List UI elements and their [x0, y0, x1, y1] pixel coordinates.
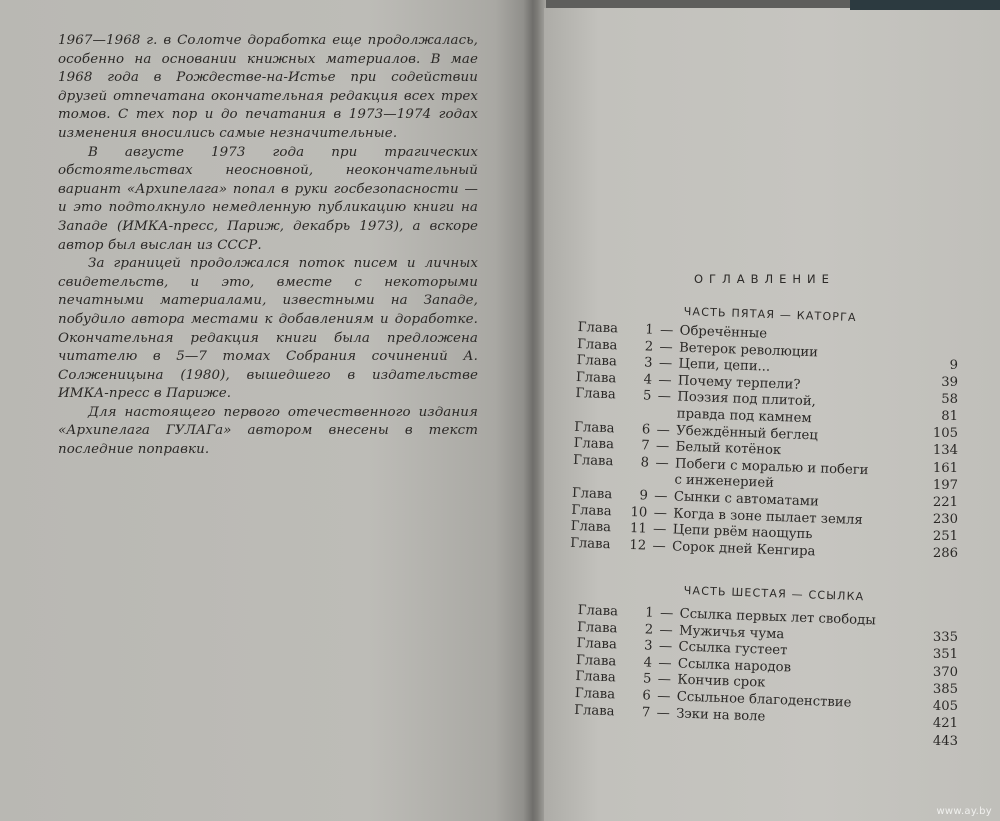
chapter-label	[572, 480, 626, 482]
chapter-title: Ссылка густеет	[678, 639, 788, 659]
page-number: 370	[932, 664, 958, 680]
chapter-label: Глава	[574, 702, 615, 719]
chapter-dash: —	[655, 455, 669, 471]
chapter-dash: —	[658, 639, 673, 655]
background-corner	[850, 0, 1000, 10]
chapter-label: Глава	[572, 452, 614, 470]
page-number: 251	[932, 528, 958, 544]
part-five-chapter-list	[570, 320, 878, 563]
chapter-title: Кончив срок	[677, 672, 766, 691]
chapter-number: 5	[642, 671, 652, 687]
part-five-title: ЧАСТЬ ПЯТАЯ — КАТОРГА	[683, 305, 857, 325]
chapter-dash: —	[658, 372, 672, 389]
chapter-dash: —	[655, 438, 670, 455]
preface-paragraph-2: В августе 1973 года при трагических обстоятельствах неосновной, неокончательный вариант «Архипелага» попал в руки госбезопасности — и это подтолкнуло немедленную публикацию книги на Западе (ИМКА-пресс, Париж, декабрь 1973), а вскоре автор был выслан из СССР.	[58, 144, 478, 253]
part-six-page-numbers	[910, 630, 958, 751]
page-number: 421	[932, 716, 958, 732]
chapter-number: 6	[642, 688, 652, 704]
chapter-title: Сынки с автоматами	[673, 489, 820, 510]
chapter-title: Ссылка первых лет свободы	[679, 606, 876, 629]
chapter-label	[575, 414, 629, 416]
chapter-number: 3	[643, 355, 653, 371]
chapter-title: Мужичья чума	[678, 623, 785, 642]
chapter-title: Сорок дней Кенгира	[671, 539, 816, 560]
page-number: 9	[949, 358, 958, 373]
chapter-number: 3	[643, 638, 653, 654]
chapter-dash: —	[652, 538, 667, 554]
chapter-number: 7	[641, 704, 651, 721]
chapter-title: Когда в зоне пылает земля	[673, 505, 863, 528]
preface-paragraph-1: 1967—1968 г. в Солотче доработка еще продолжалась, особенно на основании книжных материалов. В мае 1968 года в Рождестве-на-Истье при содействии друзей отпечатана окончательная редакция всех трех томов. С тех пор и до печатания в 1973—1974 годах изменения вносились самые незначительные.	[58, 33, 478, 141]
chapter-dash: —	[658, 356, 673, 372]
chapter-number: 11	[629, 521, 648, 537]
page-number: 351	[932, 647, 958, 663]
chapter-dash: —	[652, 521, 667, 538]
chapter-dash: —	[653, 505, 668, 521]
chapter-number: 4	[643, 655, 653, 671]
chapter-title: Зэки на воле	[675, 706, 766, 725]
chapter-dash: —	[656, 688, 671, 705]
chapter-label: Глава	[574, 685, 616, 703]
chapter-dash: —	[657, 389, 672, 405]
chapter-label: Глава	[570, 519, 612, 536]
chapter-label: Глава	[576, 619, 618, 636]
chapter-label: Глава	[575, 652, 617, 670]
chapter-dash	[651, 417, 677, 418]
toc-heading: ОГЛАВЛЕНИЕ	[694, 272, 835, 286]
chapter-label: Глава	[571, 502, 612, 519]
page-number: 58	[941, 392, 958, 408]
preface-text	[58, 32, 478, 460]
chapter-label: Глава	[576, 353, 618, 370]
chapter-dash	[648, 483, 674, 484]
chapter-title: правда под камнем	[676, 406, 812, 427]
page-number: 221	[932, 494, 958, 510]
chapter-dash: —	[659, 622, 673, 638]
chapter-number: 12	[629, 537, 647, 554]
book-gutter	[524, 0, 546, 821]
chapter-title: Поэзия под плитой,	[677, 389, 817, 410]
page-number: 39	[941, 375, 958, 391]
chapter-dash: —	[659, 605, 674, 622]
page-number: 161	[932, 460, 958, 476]
chapter-number: 6	[641, 421, 651, 438]
chapter-dash: —	[658, 655, 672, 672]
chapter-number: 5	[642, 388, 652, 404]
chapter-dash: —	[654, 488, 668, 505]
chapter-title: Цепи, цепи...	[678, 356, 771, 375]
part-six-chapter-list	[574, 603, 878, 730]
chapter-dash: —	[657, 672, 672, 688]
chapter-number: 9	[639, 488, 649, 504]
page-number: 286	[932, 546, 958, 562]
chapter-number: 2	[644, 621, 654, 638]
chapter-dash: —	[659, 322, 674, 339]
chapter-dash: —	[656, 422, 671, 438]
page-number: 197	[932, 477, 958, 493]
chapter-number: 10	[630, 504, 648, 521]
chapter-label: Глава	[575, 369, 617, 387]
chapter-label: Глава	[569, 535, 611, 552]
chapter-dash: —	[659, 339, 673, 355]
chapter-title: с инженерией	[674, 472, 775, 492]
preface-paragraph-4: Для настоящего первого отечественного издания «Архипелага ГУЛАГа» автором внесены в текст последние поправки.	[58, 404, 478, 458]
chapter-label: Глава	[577, 320, 619, 337]
chapter-number: 2	[644, 338, 654, 355]
chapter-label: Глава	[576, 636, 618, 653]
chapter-label: Глава	[575, 386, 616, 403]
chapter-number: 1	[645, 322, 654, 338]
page-number: 230	[932, 511, 958, 527]
chapter-label: Глава	[574, 419, 615, 436]
part-six-title: ЧАСТЬ ШЕСТАЯ — ССЫЛКА	[683, 584, 865, 604]
chapter-title: Обречённые	[679, 323, 768, 342]
page-number: 405	[932, 699, 958, 715]
page-number: 81	[941, 409, 958, 425]
page-number: 443	[932, 733, 958, 749]
chapter-label: Глава	[576, 336, 618, 353]
chapter-label: Глава	[573, 436, 615, 453]
chapter-title: Ссылка народов	[677, 656, 792, 676]
page-number: 105	[932, 426, 958, 442]
part-five-page-numbers	[910, 358, 958, 563]
chapter-title: Побеги с моралью и побеги	[674, 456, 869, 478]
chapter-label: Глава	[571, 485, 613, 503]
chapter-number: 4	[643, 372, 653, 388]
chapter-label: Глава	[575, 669, 616, 686]
page-number: 134	[932, 443, 958, 459]
watermark: www.ay.by	[936, 806, 992, 817]
chapter-title: Ветерок революции	[678, 340, 819, 360]
page-number: 335	[932, 630, 958, 645]
chapter-number: 7	[640, 438, 650, 454]
chapter-number	[626, 482, 648, 483]
chapter-number: 1	[645, 605, 654, 621]
preface-paragraph-3: За границей продолжался поток писем и личных свидетельств, и это, вместе с некоторыми печатными материалами, известными на Западе, побудило автора местами к добавлениям и доработке. Окончательная редакция книги была предложена читателю в 5—7 томах Собрания сочинений А. Солженицына (1980), вышедшего в издательстве ИМКА-пресс в Париже.	[58, 256, 478, 402]
chapter-title: Убеждённый беглец	[675, 423, 819, 443]
chapter-title: Ссыльное благоденствие	[676, 689, 852, 711]
chapter-number	[629, 416, 651, 417]
page-number: 385	[932, 681, 958, 697]
chapter-title: Белый котёнок	[675, 439, 782, 459]
chapter-number: 8	[640, 455, 650, 471]
chapter-title: Цепи рвём наощупь	[672, 522, 813, 543]
chapter-title: Почему терпели?	[677, 373, 801, 393]
chapter-dash: —	[656, 705, 671, 721]
chapter-label: Глава	[577, 603, 619, 620]
